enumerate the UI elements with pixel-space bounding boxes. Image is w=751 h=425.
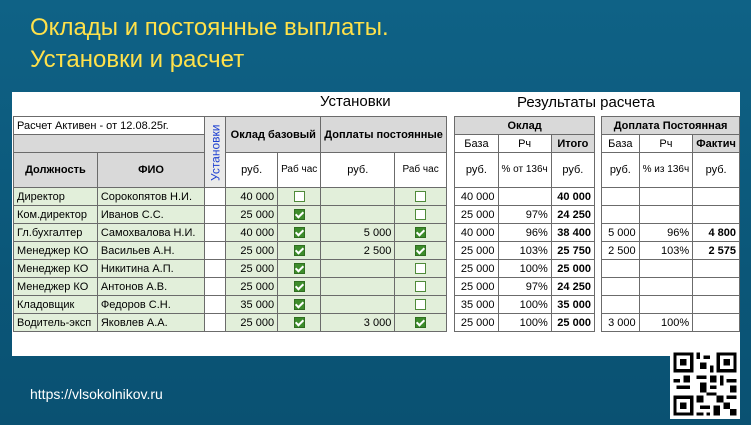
cell-position[interactable]: Менеджер КО (14, 278, 98, 296)
cell-allow-fact: 4 800 (693, 224, 740, 242)
cell-name[interactable]: Никитина А.П. (97, 260, 204, 278)
cell-spacer (205, 278, 226, 296)
salary-workhours-checkbox-cell (278, 224, 321, 242)
cell-allowance[interactable]: 2 500 (321, 242, 395, 260)
header-rch: Рч (498, 135, 551, 153)
cell-spacer (205, 206, 226, 224)
cell-result-total: 24 250 (551, 206, 594, 224)
header-allowance-workhours: Раб час (395, 153, 447, 188)
salary-workhours-checkbox[interactable] (294, 227, 305, 238)
cell-name[interactable]: Иванов С.С. (97, 206, 204, 224)
allowance-workhours-checkbox-cell (395, 296, 447, 314)
salary-workhours-checkbox-cell (278, 296, 321, 314)
cell-result-pct: 97% (498, 206, 551, 224)
allowance-workhours-checkbox-cell (395, 242, 447, 260)
table-row (14, 314, 740, 332)
cell-allow-fact (693, 206, 740, 224)
header-base-rub: руб. (455, 153, 498, 188)
slide-title-line1: Оклады и постоянные выплаты. (30, 14, 389, 41)
section-results-label: Результаты расчета (517, 94, 655, 111)
cell-salary[interactable]: 25 000 (226, 260, 278, 278)
cell-position[interactable]: Кладовщик (14, 296, 98, 314)
header-fact-rub: руб. (693, 153, 740, 188)
allowance-workhours-checkbox[interactable] (415, 263, 426, 274)
cell-name[interactable]: Антонов А.В. (97, 278, 204, 296)
spreadsheet (12, 92, 740, 356)
allowance-workhours-checkbox[interactable] (415, 209, 426, 220)
cell-spacer (205, 296, 226, 314)
table-row (14, 206, 740, 224)
salary-workhours-checkbox[interactable] (294, 191, 305, 202)
cell-result-base: 25 000 (455, 206, 498, 224)
cell-allow-base (602, 296, 640, 314)
cell-result-pct: 103% (498, 242, 551, 260)
header-result-salary: Оклад (455, 117, 595, 135)
cell-salary[interactable]: 25 000 (226, 314, 278, 332)
cell-position[interactable]: Гл.бухгалтер (14, 224, 98, 242)
cell-allow-fact (693, 296, 740, 314)
cell-result-base: 40 000 (455, 224, 498, 242)
allowance-workhours-checkbox[interactable] (415, 299, 426, 310)
cell-result-total: 38 400 (551, 224, 594, 242)
cell-allow-base: 5 000 (602, 224, 640, 242)
cell-allow-pct: 100% (639, 314, 693, 332)
salary-workhours-checkbox[interactable] (294, 263, 305, 274)
cell-result-base: 25 000 (455, 242, 498, 260)
cell-allow-base: 3 000 (602, 314, 640, 332)
cell-position[interactable]: Менеджер КО (14, 242, 98, 260)
cell-allowance[interactable] (321, 188, 395, 206)
cell-result-base: 25 000 (455, 314, 498, 332)
cell-result-total: 40 000 (551, 188, 594, 206)
header-allowance-rub: руб. (321, 153, 395, 188)
cell-result-pct: 96% (498, 224, 551, 242)
allowance-workhours-checkbox[interactable] (415, 281, 426, 292)
slide-title-line2: Установки и расчет (30, 46, 245, 73)
allowance-workhours-checkbox[interactable] (415, 191, 426, 202)
header-total: Итого (551, 135, 594, 153)
header-total-rub: руб. (551, 153, 594, 188)
header-allow-rch: Рч (639, 135, 693, 153)
cell-allow-pct: 103% (639, 242, 693, 260)
cell-allowance[interactable]: 5 000 (321, 224, 395, 242)
cell-allow-base (602, 206, 640, 224)
cell-result-pct: 100% (498, 260, 551, 278)
cell-result-pct: 100% (498, 314, 551, 332)
cell-salary[interactable]: 40 000 (226, 188, 278, 206)
cell-position[interactable]: Ком.директор (14, 206, 98, 224)
salary-workhours-checkbox[interactable] (294, 299, 305, 310)
salary-workhours-checkbox-cell (278, 260, 321, 278)
allowance-workhours-checkbox[interactable] (415, 245, 426, 256)
cell-allowance[interactable] (321, 296, 395, 314)
header-position: Должность (14, 153, 98, 188)
cell-name[interactable]: Васильев А.Н. (97, 242, 204, 260)
salary-workhours-checkbox-cell (278, 188, 321, 206)
cell-allow-pct (639, 260, 693, 278)
salary-workhours-checkbox-cell (278, 242, 321, 260)
cell-allow-pct (639, 278, 693, 296)
header-pct136: % от 136ч (498, 153, 551, 188)
table-row (14, 242, 740, 260)
cell-allow-base (602, 278, 640, 296)
header-allow-base-rub: руб. (602, 153, 640, 188)
salary-workhours-checkbox-cell (278, 314, 321, 332)
cell-allowance[interactable]: 3 000 (321, 314, 395, 332)
cell-result-total: 25 750 (551, 242, 594, 260)
header-salary-rub: руб. (226, 153, 278, 188)
table-row (14, 188, 740, 206)
cell-result-base: 25 000 (455, 278, 498, 296)
header-allow-base: База (602, 135, 640, 153)
allowance-workhours-checkbox-cell (395, 260, 447, 278)
cell-result-base: 35 000 (455, 296, 498, 314)
allowance-workhours-checkbox-cell (395, 188, 447, 206)
cell-allow-pct: 96% (639, 224, 693, 242)
cell-salary[interactable]: 35 000 (226, 296, 278, 314)
table-row (14, 224, 740, 242)
header-name: ФИО (97, 153, 204, 188)
table-row (14, 260, 740, 278)
header-salary-base: Оклад базовый (226, 117, 321, 153)
header-fact: Фактич (693, 135, 740, 153)
cell-salary[interactable]: 40 000 (226, 224, 278, 242)
cell-result-total: 24 250 (551, 278, 594, 296)
cell-spacer (205, 260, 226, 278)
cell-allow-fact (693, 314, 740, 332)
allowance-workhours-checkbox[interactable] (415, 317, 426, 328)
salary-table (13, 116, 740, 332)
cell-allowance[interactable] (321, 206, 395, 224)
cell-salary[interactable]: 25 000 (226, 278, 278, 296)
site-url-link[interactable]: https://vlsokolnikov.ru (30, 386, 163, 402)
allowance-workhours-checkbox-cell (395, 224, 447, 242)
cell-position[interactable]: Директор (14, 188, 98, 206)
cell-allow-pct (639, 188, 693, 206)
allowance-workhours-checkbox-cell (395, 314, 447, 332)
cell-allow-base: 2 500 (602, 242, 640, 260)
cell-spacer (205, 242, 226, 260)
salary-workhours-checkbox-cell (278, 206, 321, 224)
salary-workhours-checkbox[interactable] (294, 245, 305, 256)
cell-allow-pct (639, 206, 693, 224)
cell-result-total: 25 000 (551, 260, 594, 278)
salary-workhours-checkbox[interactable] (294, 209, 305, 220)
allowance-workhours-checkbox[interactable] (415, 227, 426, 238)
cell-allow-fact (693, 260, 740, 278)
salary-workhours-checkbox[interactable] (294, 317, 305, 328)
cell-name[interactable]: Самохвалова Н.И. (97, 224, 204, 242)
cell-name[interactable]: Яковлев А.А. (97, 314, 204, 332)
allowance-workhours-checkbox-cell (395, 206, 447, 224)
cell-result-base: 40 000 (455, 188, 498, 206)
allowance-workhours-checkbox-cell (395, 278, 447, 296)
cell-spacer (205, 314, 226, 332)
cell-position[interactable]: Менеджер КО (14, 260, 98, 278)
cell-result-total: 25 000 (551, 314, 594, 332)
table-row (14, 296, 740, 314)
cell-result-pct (498, 188, 551, 206)
cell-allow-fact (693, 278, 740, 296)
cell-spacer (205, 188, 226, 206)
header-result-allowance: Доплата Постоянная (602, 117, 740, 135)
cell-allow-base (602, 188, 640, 206)
cell-result-base: 25 000 (455, 260, 498, 278)
cell-salary[interactable]: 25 000 (226, 206, 278, 224)
header-pct136b: % из 136ч (639, 153, 693, 188)
section-settings-label: Установки (320, 93, 391, 110)
cell-allow-pct (639, 296, 693, 314)
cell-salary[interactable]: 25 000 (226, 242, 278, 260)
table-row (14, 278, 740, 296)
cell-spacer (205, 224, 226, 242)
qr-code-icon (670, 349, 740, 419)
cell-allow-fact (693, 188, 740, 206)
cell-allow-base (602, 260, 640, 278)
salary-workhours-checkbox[interactable] (294, 281, 305, 292)
header-allowance: Доплаты постоянные (321, 117, 447, 153)
cell-allowance[interactable] (321, 278, 395, 296)
cell-result-total: 35 000 (551, 296, 594, 314)
cell-name[interactable]: Федоров С.Н. (97, 296, 204, 314)
header-salary-workhours: Раб час (278, 153, 321, 188)
settings-vertical-label: Установки (205, 117, 226, 188)
cell-result-pct: 100% (498, 296, 551, 314)
cell-allowance[interactable] (321, 260, 395, 278)
cell-allow-fact: 2 575 (693, 242, 740, 260)
cell-name[interactable]: Сорокопятов Н.И. (97, 188, 204, 206)
cell-position[interactable]: Водитель-эксп (14, 314, 98, 332)
header-base: База (455, 135, 498, 153)
salary-workhours-checkbox-cell (278, 278, 321, 296)
calc-status: Расчет Активен - от 12.08.25г. (14, 117, 205, 135)
cell-result-pct: 97% (498, 278, 551, 296)
